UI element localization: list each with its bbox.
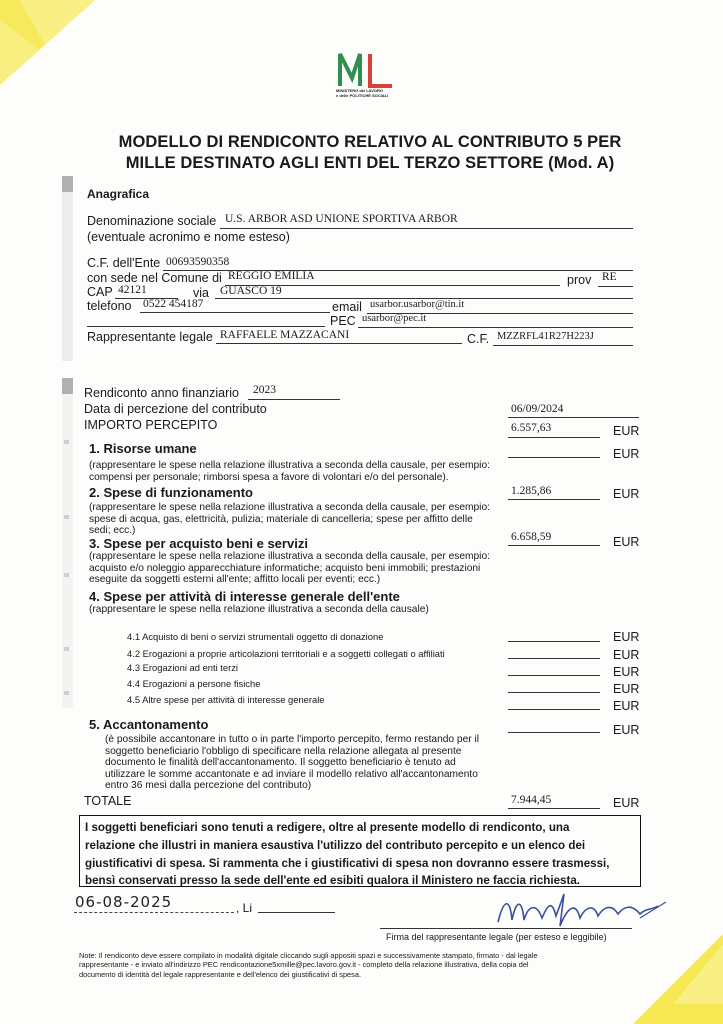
importo-line: [508, 437, 600, 438]
section-2-currency: EUR: [613, 487, 640, 501]
section-4-item-2-currency: EUR: [613, 648, 640, 662]
totale-currency: EUR: [613, 796, 640, 810]
rappresentante-cf-line: [493, 345, 633, 346]
section-4-item-5: 4.5 Altre spese per attività di interesse generale: [127, 694, 325, 705]
totale-label: TOTALE: [84, 794, 132, 808]
data-percezione-field[interactable]: 06/09/2024: [511, 403, 564, 415]
section-2-line: [508, 499, 600, 500]
section-4-item-2-line: [508, 658, 600, 659]
margin-bar-anagrafica: [62, 176, 73, 361]
li-line: [258, 912, 335, 913]
section-5-description: (è possibile accantonare in tutto o in parte l'importo percepito, fermo restando per il soggetto beneficiario l'obbligo di specificare nella relazione allegata al presente documento le finalità dell'accantonamento. Il soggetto beneficiario è tenuto ad utilizzare le somme accantonate e ad inviare il modello relativo all'accantonamento entro 36 mesi dalla percezione del contributo): [105, 734, 479, 791]
sede-field[interactable]: REGGIO EMILIA: [228, 270, 315, 282]
notice-box: I soggetti beneficiari sono tenuti a redigere, oltre al presente modello di rendiconto, una relazione che illustri in maniera esaustiva l'utilizzo del contributo percepito e un elenco dei giustificativi di spesa. Si rammenta che i giustificativi di spesa non dovranno essere trasmessi, bensì conservati presso la sede dell'ente ed esibiti qualora il Ministero ne faccia richiesta.: [79, 815, 641, 887]
telefono-field[interactable]: 0522 454187: [143, 298, 204, 310]
section-3-line: [508, 545, 600, 546]
section-4-title: 4. Spese per attività di interesse generale dell'ente: [89, 589, 400, 604]
via-field[interactable]: GUASCO 19: [220, 285, 282, 297]
section-4-item-5-line: [508, 709, 600, 710]
corner-decoration-top-left: [0, 0, 110, 90]
section-3-title: 3. Spese per acquisto beni e servizi: [89, 536, 308, 551]
pec-line: [358, 327, 633, 328]
section-4-item-3-currency: EUR: [613, 665, 640, 679]
rappresentante-label: Rappresentante legale: [87, 330, 213, 344]
signature-graphic: [490, 888, 670, 938]
telefono-line: [140, 312, 330, 313]
email-field[interactable]: usarbor.usarbor@tin.it: [370, 299, 465, 310]
rappresentante-line: [216, 343, 462, 344]
prov-label: prov: [567, 273, 592, 287]
section-5-currency: EUR: [613, 723, 640, 737]
denominazione-label: Denominazione sociale: [87, 214, 217, 228]
margin-mark: [64, 691, 69, 695]
cf-ente-label: C.F. dell'Ente: [87, 256, 161, 270]
section-5-line: [508, 732, 600, 733]
section-3-field[interactable]: 6.658,59: [511, 531, 552, 543]
cap-field[interactable]: 42121: [118, 284, 147, 296]
pec-field[interactable]: usarbor@pec.it: [362, 313, 427, 324]
importo-label: IMPORTO PERCEPITO: [84, 418, 218, 432]
margin-mark: [64, 647, 69, 651]
section-3-currency: EUR: [613, 535, 640, 549]
anno-line: [248, 399, 340, 400]
section-1-currency: EUR: [613, 447, 640, 461]
data-percezione-line: [508, 417, 639, 418]
prov-line: [598, 286, 633, 287]
acronimo-label: (eventuale acronimo e nome esteso): [87, 230, 290, 244]
firma-line: [380, 928, 632, 929]
section-4-item-3-line: [508, 675, 600, 676]
section-4-item-1-line: [508, 641, 600, 642]
date-line: [74, 912, 234, 913]
margin-bar-rendiconto: [62, 378, 73, 708]
denominazione-field[interactable]: U.S. ARBOR ASD UNIONE SPORTIVA ARBOR: [225, 213, 458, 225]
anagrafica-heading: Anagrafica: [87, 187, 150, 201]
firma-label: Firma del rappresentante legale (per esteso e leggibile): [386, 932, 607, 942]
section-1-title: 1. Risorse umane: [89, 441, 197, 456]
sede-label: con sede nel Comune di: [87, 271, 222, 285]
ministry-logo: [330, 48, 400, 106]
section-2-field[interactable]: 1.285,86: [511, 485, 552, 497]
cap-label: CAP: [87, 285, 113, 299]
cf-ente-field[interactable]: 00693590358: [166, 256, 230, 268]
anno-label: Rendiconto anno finanziario: [84, 386, 239, 400]
section-4-item-1-currency: EUR: [613, 630, 640, 644]
section-4-item-4-line: [508, 692, 600, 693]
section-4-item-4: 4.4 Erogazioni a persone fisiche: [127, 678, 261, 689]
data-percezione-label: Data di percezione del contributo: [84, 402, 267, 416]
ministry-logo-mark: [330, 48, 400, 90]
pec-left-line: [87, 326, 325, 327]
margin-mark: [64, 515, 69, 519]
rappresentante-cf-label: C.F.: [467, 332, 490, 346]
li-label: , Li: [236, 901, 253, 915]
section-1-line: [508, 457, 600, 458]
section-4-description: (rappresentare le spese nella relazione illustrativa a seconda della causale): [89, 604, 429, 615]
rappresentante-cf-field[interactable]: MZZRFL41R27H223J: [497, 331, 594, 342]
margin-mark: [64, 440, 69, 444]
date-field[interactable]: 06-08-2025: [75, 893, 173, 911]
totale-field[interactable]: 7.944,45: [511, 794, 552, 806]
via-label: via: [193, 286, 209, 300]
section-4-item-5-currency: EUR: [613, 699, 640, 713]
section-4-item-4-currency: EUR: [613, 682, 640, 696]
totale-line: [508, 808, 600, 809]
pec-label: PEC: [330, 314, 356, 328]
section-2-description: (rappresentare le spese nella relazione illustrativa a seconda della causale, per esempio: spese di acqua, gas, elettricità, pulizia; materiale di cancelleria; spese per affitto delle sedi; ecc.): [89, 502, 490, 536]
prov-field[interactable]: RE: [602, 271, 617, 283]
section-marker: [62, 176, 73, 192]
rappresentante-field[interactable]: RAFFAELE MAZZACANI: [220, 329, 350, 341]
section-4-item-2: 4.2 Erogazioni a proprie articolazioni territoriali e a soggetti collegati o affiliati: [127, 648, 445, 659]
anno-field[interactable]: 2023: [253, 384, 276, 396]
importo-currency: EUR: [613, 424, 640, 438]
email-label: email: [332, 300, 362, 314]
section-3-description: (rappresentare le spese nella relazione illustrativa a seconda della causale, per esempio: acquisto e/o noleggio apparecchiature informatiche; acquisto beni immobili; prestazioni eseguite da soggetti esterni all'ente; affitto locali per eventi; ecc.): [89, 551, 490, 585]
section-5-title: 5. Accantonamento: [89, 717, 209, 732]
logo-caption: MINISTERO del LAVORO e delle POLITICHE SOCIALI: [336, 88, 389, 98]
telefono-label: telefono: [87, 299, 132, 313]
footer-note: Note: Il rendiconto deve essere compilato in modalità digitale cliccando sugli appositi spazi e successivamente stampato, firmato - dal legale rappresentante - e inviato all'indirizzo PEC rendicontazione5xmille@pec.lavoro.gov.it - completo della relazione illustrativa, della copia del documento di identità del legale rappresentante e dell'elenco dei giustificativi di spesa.: [79, 951, 538, 979]
section-4-item-1: 4.1 Acquisto di beni o servizi strumentali oggetto di donazione: [127, 631, 384, 642]
section-2-title: 2. Spese di funzionamento: [89, 485, 253, 500]
section-marker: [62, 378, 73, 394]
corner-decoration-bottom-right: [633, 934, 723, 1024]
margin-mark: [64, 573, 69, 577]
importo-field[interactable]: 6.557,63: [511, 422, 552, 434]
page-title: MODELLO DI RENDICONTO RELATIVO AL CONTRIBUTO 5 PER MILLE DESTINATO AGLI ENTI DEL TERZO SETTORE (Mod. A): [118, 133, 622, 172]
section-4-item-3: 4.3 Erogazioni ad enti terzi: [127, 662, 239, 673]
section-1-description: (rappresentare le spese nella relazione illustrativa a seconda della causale, per esempio: compensi per personale; rimborsi spesa a favore di volontari e/o del personale).: [89, 460, 490, 483]
denominazione-line: [220, 228, 633, 229]
